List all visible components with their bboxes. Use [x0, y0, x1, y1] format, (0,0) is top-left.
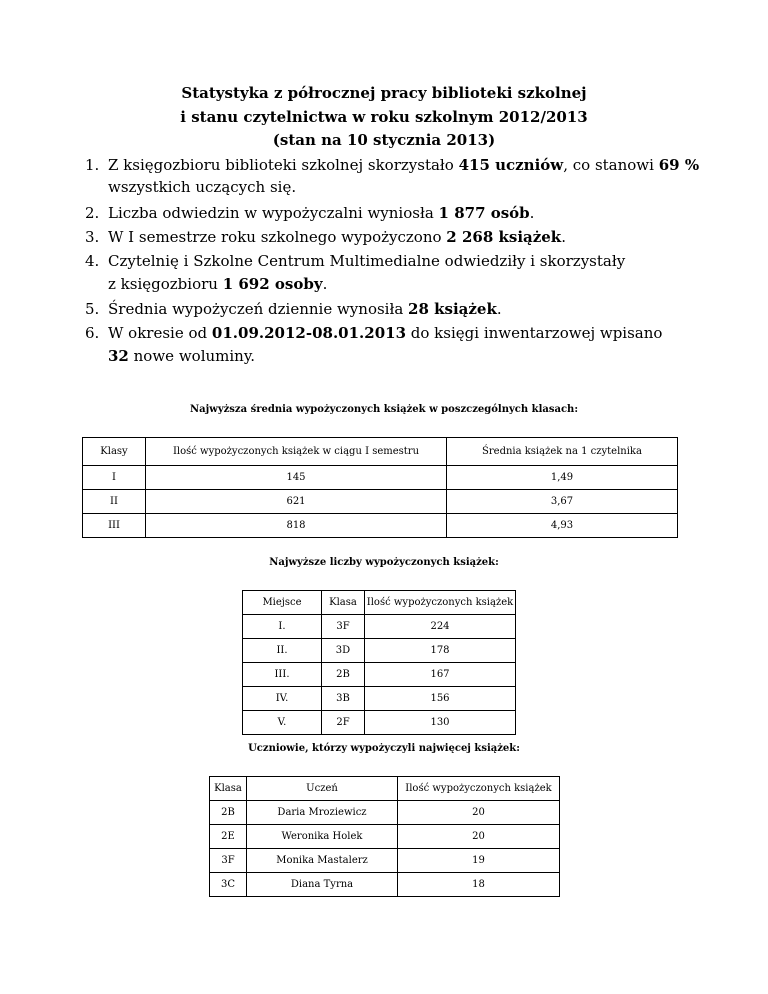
table-cell: 18	[398, 873, 560, 897]
list-bold: 415 uczniów	[458, 156, 564, 174]
table-cell: II	[83, 490, 146, 514]
list-item-6-continuation	[108, 347, 255, 365]
table-cell: V.	[243, 711, 322, 735]
table-cell: 2E	[210, 825, 247, 849]
list-text: Średnia wypożyczeń dziennie wynosiła	[108, 300, 409, 318]
list-item-4	[85, 251, 625, 271]
list-text: z księgozbioru	[108, 275, 223, 293]
list-item-3	[85, 227, 566, 247]
list-text: W I semestrze roku szkolnego wypożyczono	[108, 228, 447, 246]
title-line-3: (stan na 10 stycznia 2013)	[272, 131, 496, 149]
table-cell: 20	[398, 801, 560, 825]
list-bold: 01.09.2012-08.01.2013	[211, 324, 407, 342]
table-cell: IV.	[243, 687, 322, 711]
table-row	[83, 466, 678, 490]
list-bold: 1 692 osoby	[222, 275, 323, 293]
table-cell: 224	[365, 615, 516, 639]
table-header-row	[210, 777, 560, 801]
table-cell: 3F	[322, 615, 365, 639]
table-row	[210, 849, 560, 873]
table-cell: 2B	[322, 663, 365, 687]
table-cell: 20	[398, 825, 560, 849]
list-number: 4.	[85, 252, 100, 270]
list-item-1-continuation: wszystkich uczących się.	[108, 178, 297, 196]
table-cell: 818	[146, 514, 447, 538]
list-bold: 28 książek	[408, 300, 497, 318]
list-text: nowe woluminy.	[128, 347, 256, 365]
list-bold: 32	[108, 347, 129, 365]
list-number: 1.	[85, 156, 100, 174]
list-bold: 69 %	[658, 156, 700, 174]
top-classes-table	[242, 590, 516, 735]
table-header-row	[243, 591, 516, 615]
table-cell: 167	[365, 663, 516, 687]
list-bold: 2 268 książek	[446, 228, 562, 246]
table-cell: 2B	[210, 801, 247, 825]
table-row	[243, 711, 516, 735]
list-bold: 1 877 osób	[438, 204, 530, 222]
title-line-2: i stanu czytelnictwa w roku szkolnym 2012/2013	[180, 108, 588, 126]
list-number: 2.	[85, 204, 100, 222]
table-header: Klasa	[322, 591, 365, 615]
list-number: 5.	[85, 300, 100, 318]
title-line-1: Statystyka z półrocznej pracy biblioteki szkolnej	[181, 84, 587, 102]
list-text: .	[496, 300, 502, 318]
table-cell: 3B	[322, 687, 365, 711]
list-text: do księgi inwentarzowej wpisano	[406, 324, 663, 342]
list-text: , co stanowi	[563, 156, 659, 174]
table-row	[83, 490, 678, 514]
table-header: Ilość wypożyczonych książek	[365, 591, 516, 615]
table-cell: 19	[398, 849, 560, 873]
table-row	[243, 615, 516, 639]
table-cell: 3,67	[447, 490, 678, 514]
table1-caption: Najwyższa średnia wypożyczonych książek w poszczególnych klasach:	[189, 404, 579, 415]
table-row	[210, 873, 560, 897]
table-cell: Daria Mroziewicz	[247, 801, 398, 825]
table-header: Klasa	[210, 777, 247, 801]
table-row	[243, 663, 516, 687]
list-text: W okresie od	[108, 324, 212, 342]
table-row	[243, 639, 516, 663]
list-text: .	[529, 204, 535, 222]
table-row	[210, 801, 560, 825]
table-cell: III.	[243, 663, 322, 687]
table-cell: 2F	[322, 711, 365, 735]
table-cell: 1,49	[447, 466, 678, 490]
table-header: Ilość wypożyczonych książek w ciągu I semestru	[146, 438, 447, 466]
table-cell: I	[83, 466, 146, 490]
table-row	[243, 687, 516, 711]
table3-caption: Uczniowie, którzy wypożyczyli najwięcej książek:	[248, 743, 520, 754]
table-header-row	[83, 438, 678, 466]
table-header: Ilość wypożyczonych książek	[398, 777, 560, 801]
table-cell: 3C	[210, 873, 247, 897]
table2-caption: Najwyższe liczby wypożyczonych książek:	[269, 557, 499, 568]
table-row	[83, 514, 678, 538]
table-cell: Weronika Holek	[247, 825, 398, 849]
table-cell: II.	[243, 639, 322, 663]
table-row	[210, 825, 560, 849]
table-cell: 178	[365, 639, 516, 663]
table-cell: 621	[146, 490, 447, 514]
table-cell: Monika Mastalerz	[247, 849, 398, 873]
list-item-4-continuation	[108, 275, 327, 293]
table-header: Miejsce	[243, 591, 322, 615]
table-header: Średnia książek na 1 czytelnika	[447, 438, 678, 466]
list-item-2	[85, 203, 534, 223]
top-readers-table	[209, 776, 560, 897]
list-item-1	[85, 155, 699, 175]
table-cell: 145	[146, 466, 447, 490]
table-cell: I.	[243, 615, 322, 639]
table-cell: 3F	[210, 849, 247, 873]
list-number: 3.	[85, 228, 100, 246]
table-cell: 3D	[322, 639, 365, 663]
class-average-table	[82, 437, 678, 538]
list-text: .	[322, 275, 328, 293]
table-cell: 130	[365, 711, 516, 735]
table-cell: 4,93	[447, 514, 678, 538]
table-header: Uczeń	[247, 777, 398, 801]
table-cell: 156	[365, 687, 516, 711]
list-item-5	[85, 299, 502, 319]
table-cell: III	[83, 514, 146, 538]
list-item-6	[85, 323, 662, 343]
list-text: .	[561, 228, 566, 246]
list-text: Liczba odwiedzin w wypożyczalni wyniosła	[108, 204, 439, 222]
list-text: Z księgozbioru biblioteki szkolnej skorzystało	[108, 156, 459, 174]
table-header: Klasy	[83, 438, 146, 466]
table-cell: Diana Tyrna	[247, 873, 398, 897]
list-text: Czytelnię i Szkolne Centrum Multimedialne odwiedziły i skorzystały	[108, 252, 626, 270]
list-number: 6.	[85, 324, 100, 342]
